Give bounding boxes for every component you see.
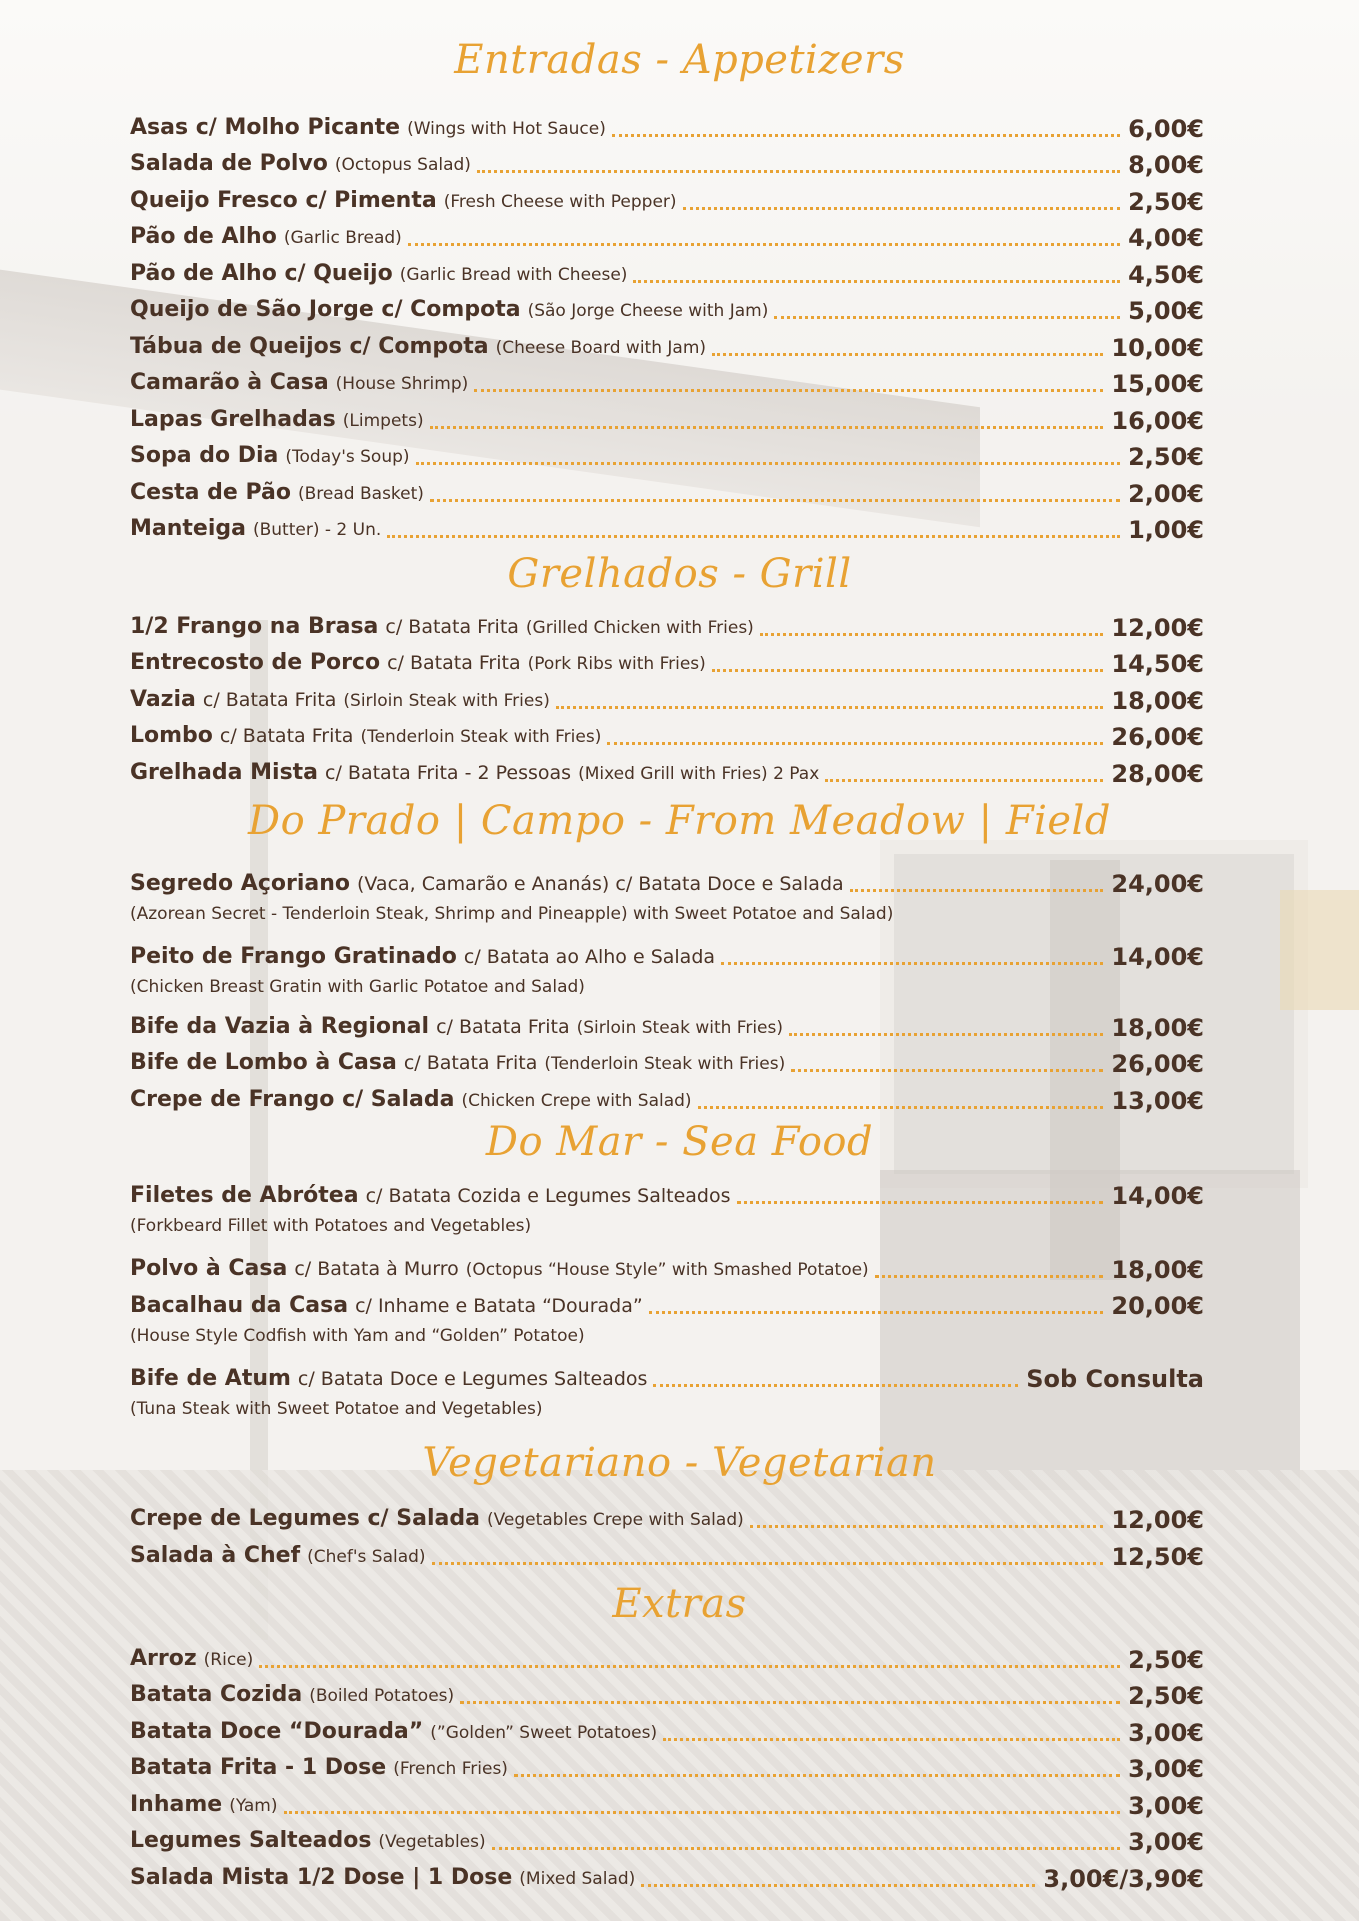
menu-item-name [130, 1753, 508, 1784]
dish-name: 1/2 Frango na Brasa [130, 614, 379, 639]
dot-leader [514, 1774, 1120, 1777]
dish-translation: (House Shrimp) [335, 374, 469, 394]
menu-item-name [130, 758, 819, 789]
dish-translation: (Garlic Bread) [283, 228, 402, 248]
menu-item-row [130, 400, 1204, 436]
menu-item-row [130, 1175, 1204, 1211]
menu-item-row [130, 181, 1204, 217]
menu-item-row [130, 1821, 1204, 1857]
menu-item-name [130, 685, 550, 716]
menu-item-name [130, 1364, 647, 1394]
dish-name: Salada à Chef [130, 1543, 301, 1568]
menu-item-name [130, 869, 844, 899]
dish-side: c/ Batata Frita [202, 689, 337, 711]
dish-translation: (Butter) - 2 Un. [252, 520, 382, 540]
dish-name: Pão de Alho [130, 224, 277, 249]
dish-name: Peito de Frango Gratinado [130, 944, 457, 969]
dish-translation: (Today's Soup) [285, 447, 410, 467]
menu-item-row [130, 436, 1204, 472]
menu-item-name [130, 441, 410, 472]
dish-translation: (Grilled Chicken with Fries) [525, 618, 754, 638]
menu-item-name [130, 1254, 869, 1285]
section-title-vegetarian: Vegetariano - Vegetarian [422, 1440, 937, 1486]
menu-item-name [130, 1790, 278, 1821]
dish-english-description: (Chicken Breast Gratin with Garlic Potatoe and Salad) [130, 977, 585, 997]
dish-side: c/ Inhame e Batata “Dourada” [355, 1295, 643, 1317]
menu-item-row [130, 607, 1204, 643]
dish-name: Polvo à Casa [130, 1256, 288, 1281]
menu-item-row [130, 1712, 1204, 1748]
menu-item-row [130, 1499, 1204, 1535]
dish-translation: (São Jorge Cheese with Jam) [527, 301, 769, 321]
dish-name: Bacalhau da Casa [130, 1293, 349, 1318]
dish-english-description: (Azorean Secret - Tenderloin Steak, Shrimp and Pineapple) with Sweet Potatoe and Salad) [130, 904, 894, 924]
dish-name: Queijo Fresco c/ Pimenta [130, 188, 437, 213]
menu-item-row [130, 716, 1204, 752]
dish-name: Grelhada Mista [130, 760, 319, 785]
dish-price: 12,00€ [1111, 614, 1204, 642]
dish-translation: (Sirloin Steak with Fries) [343, 691, 550, 711]
dish-price: 26,00€ [1111, 723, 1204, 751]
dish-price: 12,50€ [1111, 1543, 1204, 1571]
dish-side: c/ Batata Cozida e Legumes Salteados [365, 1185, 731, 1207]
dish-price: 14,00€ [1111, 943, 1204, 971]
menu-item-row [130, 1748, 1204, 1784]
dish-name: Inhame [130, 1792, 223, 1817]
menu-item-name [130, 259, 627, 290]
dish-price: 2,50€ [1128, 443, 1204, 471]
dish-translation: (Cheese Board with Jam) [495, 338, 707, 358]
menu-item-row [130, 1675, 1204, 1711]
dot-leader [875, 1275, 1104, 1278]
dish-side: c/ Batata Frita [387, 652, 521, 674]
menu-item-row [130, 753, 1204, 789]
menu-item-name [130, 295, 768, 326]
dot-leader [791, 1069, 1103, 1072]
menu-item-row [130, 863, 1204, 899]
dot-leader [430, 426, 1104, 429]
dish-name: Asas c/ Molho Picante [130, 115, 401, 140]
dot-leader [737, 1201, 1104, 1204]
dish-translation: (Limpets) [342, 411, 424, 431]
menu-item-name [130, 721, 601, 752]
section-title-extras: Extras [612, 1581, 747, 1627]
dish-translation: (”Golden” Sweet Potatoes) [430, 1723, 658, 1743]
dish-price: 24,00€ [1111, 870, 1204, 898]
dish-name: Lapas Grelhadas [130, 407, 336, 432]
dot-leader [850, 889, 1104, 892]
dish-name: Salada Mista 1/2 Dose | 1 Dose [130, 1865, 513, 1890]
menu-item-row [130, 1858, 1204, 1894]
dish-side: c/ Batata Frita - 2 Pessoas [325, 762, 572, 784]
dish-side: c/ Batata Frita [219, 725, 354, 747]
dish-price: 4,50€ [1128, 261, 1204, 289]
dish-side: c/ Batata ao Alho e Salada [463, 946, 716, 968]
dish-price: 18,00€ [1111, 687, 1204, 715]
section-title-appetizers: Entradas - Appetizers [454, 37, 905, 83]
section-title-grill: Grelhados - Grill [507, 551, 852, 597]
section-title-seafood: Do Mar - Sea Food [485, 1119, 874, 1165]
dish-name: Salada de Polvo [130, 151, 328, 176]
menu-item-name [130, 942, 715, 972]
menu-item-name [130, 186, 677, 217]
menu-item-row [130, 473, 1204, 509]
dot-leader [607, 742, 1103, 745]
dish-translation: (Tenderloin Steak with Fries) [360, 727, 602, 747]
dish-name: Vazia [130, 687, 196, 712]
dish-price: 13,00€ [1111, 1087, 1204, 1115]
dish-price: 14,50€ [1111, 650, 1204, 678]
dot-leader [259, 1665, 1120, 1668]
dish-price: 18,00€ [1111, 1014, 1204, 1042]
dot-leader [683, 207, 1121, 210]
dish-price: 26,00€ [1111, 1050, 1204, 1078]
dish-translation: (Rice) [203, 1650, 254, 1670]
dot-leader [492, 1847, 1120, 1850]
dot-leader [416, 462, 1121, 465]
dish-name: Tábua de Queijos c/ Compota [130, 334, 489, 359]
dot-leader [760, 633, 1104, 636]
dish-english-description: (House Style Codfish with Yam and “Golden” Potatoe) [130, 1326, 585, 1346]
dish-price: 8,00€ [1128, 151, 1204, 179]
dish-translation: (Yam) [229, 1796, 278, 1816]
dot-leader [750, 1525, 1104, 1528]
menu-item-row [130, 290, 1204, 326]
dot-leader [641, 1884, 1035, 1887]
menu-item-name [130, 1504, 744, 1535]
dish-name: Bife de Lombo à Casa [130, 1050, 397, 1075]
menu-item-row [130, 254, 1204, 290]
dot-leader [721, 962, 1103, 965]
menu-item-name [130, 1048, 785, 1079]
menu-item-name [130, 222, 402, 253]
dish-price: 20,00€ [1111, 1292, 1204, 1320]
menu-item-row [130, 1536, 1204, 1572]
dish-name: Segredo Açoriano [130, 871, 350, 896]
dish-translation: (Octopus Salad) [334, 155, 471, 175]
dish-price: Sob Consulta [1026, 1365, 1204, 1393]
menu-item-name [130, 1863, 635, 1894]
dish-price: 28,00€ [1111, 760, 1204, 788]
dish-translation: (Mixed Grill with Fries) 2 Pax [578, 764, 820, 784]
menu-item-row [130, 1785, 1204, 1821]
dish-price: 3,00€ [1128, 1755, 1204, 1783]
menu-item-row [130, 327, 1204, 363]
dish-translation: (Sirloin Steak with Fries) [576, 1018, 784, 1038]
menu-item-name [130, 612, 754, 643]
section-title-meadow: Do Prado | Campo - From Meadow | Field [248, 798, 1111, 844]
dot-leader [556, 706, 1104, 709]
dish-price: 12,00€ [1111, 1506, 1204, 1534]
dot-leader [789, 1033, 1103, 1036]
menu-item-name [130, 1644, 253, 1675]
dish-name: Crepe de Legumes c/ Salada [130, 1506, 480, 1531]
dish-name: Cesta de Pão [130, 480, 292, 505]
dish-price: 4,00€ [1128, 224, 1204, 252]
dish-side: c/ Batata Frita [436, 1016, 570, 1038]
menu-item-name [130, 405, 424, 436]
menu-item-row [130, 144, 1204, 180]
dish-price: 2,50€ [1128, 1682, 1204, 1710]
dish-price: 10,00€ [1111, 334, 1204, 362]
dish-translation: (Garlic Bread with Cheese) [399, 265, 628, 285]
dot-leader [712, 669, 1104, 672]
dish-translation: (Chef's Salad) [307, 1547, 426, 1567]
menu-item-name [130, 1826, 486, 1857]
menu-item-name [130, 478, 424, 509]
dish-name: Crepe de Frango c/ Salada [130, 1087, 455, 1112]
dish-translation: (Fresh Cheese with Pepper) [443, 192, 677, 212]
menu-item-row [130, 1007, 1204, 1043]
menu-item-name [130, 1291, 643, 1321]
menu-item-row [130, 509, 1204, 545]
menu-item-name [130, 113, 606, 144]
dish-translation: (Vegetables Crepe with Salad) [486, 1510, 744, 1530]
menu-item-row [130, 936, 1204, 972]
dish-name: Sopa do Dia [130, 443, 279, 468]
dish-translation: (Boiled Potatoes) [309, 1686, 455, 1706]
menu-item-row [130, 643, 1204, 679]
dish-price: 3,00€ [1128, 1719, 1204, 1747]
dot-leader [698, 1106, 1104, 1109]
dish-price: 2,50€ [1128, 1646, 1204, 1674]
dish-english-description: (Tuna Steak with Sweet Potatoe and Vegetables) [130, 1399, 543, 1419]
menu-item-row [130, 108, 1204, 144]
dish-price: 3,00€ [1128, 1828, 1204, 1856]
dish-english-description: (Forkbeard Fillet with Potatoes and Vegetables) [130, 1216, 532, 1236]
dish-translation: (Wings with Hot Sauce) [407, 119, 606, 139]
dish-translation: (Octopus “House Style” with Smashed Potatoe) [465, 1260, 869, 1280]
menu-item-name [130, 368, 468, 399]
menu-item-name [130, 1085, 692, 1116]
dot-leader [474, 389, 1103, 392]
dish-side: (Vaca, Camarão e Ananás) c/ Batata Doce e Salada [357, 873, 844, 895]
dish-name: Batata Cozida [130, 1682, 303, 1707]
dish-name: Legumes Salteados [130, 1828, 372, 1853]
menu-item-name [130, 1680, 454, 1711]
menu-item-row [130, 1639, 1204, 1675]
dish-name: Entrecosto de Porco [130, 650, 381, 675]
dish-price: 2,00€ [1128, 480, 1204, 508]
dish-translation: (Vegetables) [378, 1832, 486, 1852]
dish-translation: (Bread Basket) [298, 484, 424, 504]
menu-item-row [130, 1358, 1204, 1394]
dish-side: c/ Batata Doce e Legumes Salteados [297, 1368, 648, 1390]
dot-leader [825, 779, 1103, 782]
dish-translation: (Chicken Crepe with Salad) [461, 1091, 692, 1111]
dish-name: Bife de Atum [130, 1366, 291, 1391]
menu-item-row [130, 680, 1204, 716]
dish-price: 3,00€/3,90€ [1043, 1865, 1204, 1893]
menu-item-row [130, 1249, 1204, 1285]
menu-item-row [130, 1080, 1204, 1116]
dish-name: Batata Doce “Dourada” [130, 1719, 424, 1744]
dish-name: Arroz [130, 1646, 197, 1671]
menu-item-row [130, 1043, 1204, 1079]
dot-leader [408, 243, 1120, 246]
dish-translation: (Pork Ribs with Fries) [527, 654, 706, 674]
dish-price: 5,00€ [1128, 297, 1204, 325]
dot-leader [387, 535, 1120, 538]
menu-item-name [130, 514, 381, 545]
dish-name: Batata Frita - 1 Dose [130, 1755, 387, 1780]
dish-side: c/ Batata Frita [403, 1052, 538, 1074]
dish-name: Lombo [130, 723, 213, 748]
dot-leader [633, 280, 1120, 283]
dish-name: Camarão à Casa [130, 370, 329, 395]
menu-item-name [130, 149, 471, 180]
dish-translation: (Mixed Salad) [519, 1869, 636, 1889]
dot-leader [712, 353, 1103, 356]
dot-leader [284, 1811, 1121, 1814]
menu-item-row [130, 1285, 1204, 1321]
dot-leader [653, 1384, 1018, 1387]
dish-price: 15,00€ [1111, 370, 1204, 398]
dot-leader [460, 1701, 1120, 1704]
dish-name: Queijo de São Jorge c/ Compota [130, 297, 521, 322]
dish-price: 3,00€ [1128, 1792, 1204, 1820]
dish-name: Pão de Alho c/ Queijo [130, 261, 393, 286]
dot-leader [774, 316, 1120, 319]
dish-side: c/ Batata à Murro [294, 1258, 459, 1280]
dish-price: 18,00€ [1111, 1256, 1204, 1284]
dish-name: Manteiga [130, 516, 246, 541]
menu-item-name [130, 1181, 731, 1211]
dish-price: 2,50€ [1128, 188, 1204, 216]
dish-price: 16,00€ [1111, 407, 1204, 435]
dish-name: Bife da Vazia à Regional [130, 1014, 430, 1039]
dot-leader [432, 1562, 1104, 1565]
dish-translation: (Tenderloin Steak with Fries) [544, 1054, 786, 1074]
dish-side: c/ Batata Frita [385, 616, 519, 638]
menu-item-row [130, 363, 1204, 399]
dish-price: 14,00€ [1111, 1182, 1204, 1210]
menu-item-name [130, 648, 706, 679]
dot-leader [649, 1311, 1104, 1314]
menu-item-name [130, 1012, 783, 1043]
dot-leader [612, 134, 1120, 137]
menu-item-name [130, 1717, 657, 1748]
dot-leader [430, 499, 1120, 502]
dot-leader [663, 1738, 1120, 1741]
dish-translation: (French Fries) [393, 1759, 508, 1779]
dish-price: 1,00€ [1128, 516, 1204, 544]
dot-leader [477, 170, 1120, 173]
menu-item-name [130, 1541, 426, 1572]
menu-item-name [130, 332, 706, 363]
menu-item-row [130, 217, 1204, 253]
dish-name: Filetes de Abrótea [130, 1183, 359, 1208]
dish-price: 6,00€ [1128, 115, 1204, 143]
